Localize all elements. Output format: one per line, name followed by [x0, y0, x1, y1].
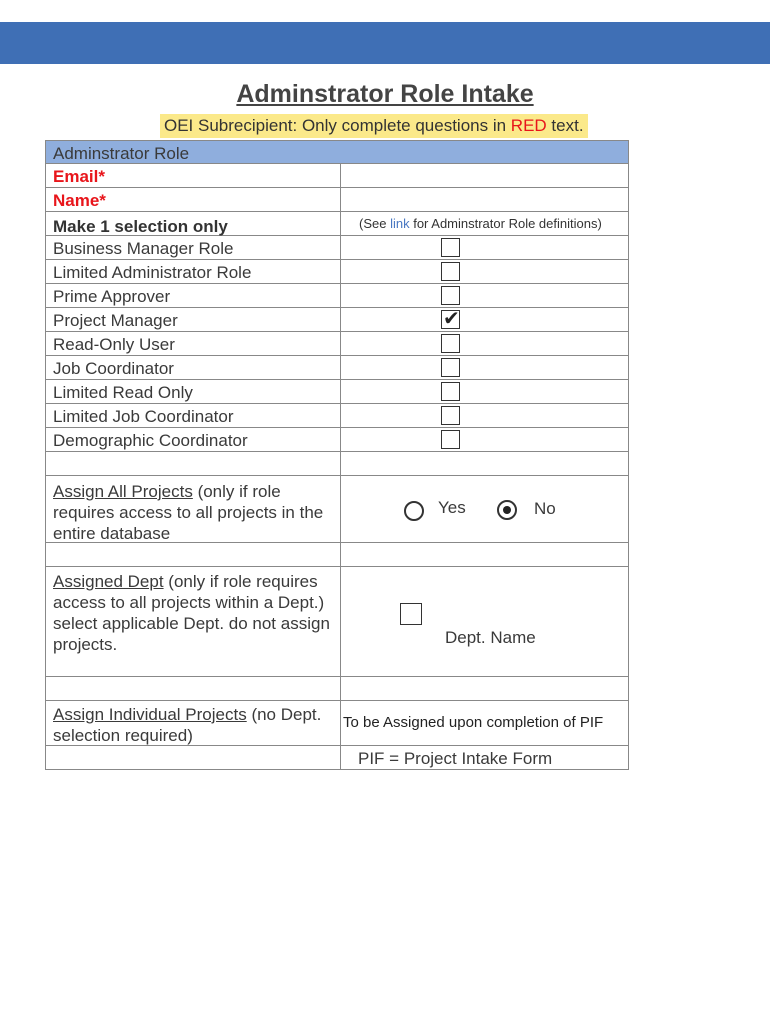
assigned-dept-link[interactable]: Assigned Dept — [53, 572, 164, 591]
role-row — [45, 308, 629, 332]
role-label: Business Manager Role — [53, 239, 234, 258]
role-label: Project Manager — [53, 311, 178, 330]
assign-individual-link[interactable]: Assign Individual Projects — [53, 705, 247, 724]
email-field[interactable] — [342, 164, 628, 187]
definitions-post: for Adminstrator Role definitions) — [409, 216, 602, 231]
role-checkbox[interactable] — [441, 334, 460, 353]
role-row — [45, 380, 629, 404]
role-label: Prime Approver — [53, 287, 171, 306]
role-row — [45, 284, 629, 308]
email-label: Email* — [53, 167, 105, 186]
assign-all-row — [45, 476, 629, 543]
assigned-dept-desc: (only if role requires access to all projects within a Dept.) select applicable Dept. do not assign projects. — [53, 572, 330, 654]
assign-all-desc: (only if role requires access to all projects in the entire database — [53, 482, 324, 543]
role-row — [45, 236, 629, 260]
dept-checkbox[interactable] — [400, 603, 422, 625]
role-label: Job Coordinator — [53, 359, 174, 378]
page-title: Adminstrator Role Intake — [236, 80, 534, 108]
role-checkbox[interactable] — [441, 406, 460, 425]
spacer-row — [45, 543, 629, 567]
instruction-text: OEI Subrecipient: Only complete questions in — [164, 116, 511, 135]
yes-label: Yes — [438, 498, 466, 517]
footnote-row — [45, 746, 629, 770]
role-intake-form — [45, 140, 629, 770]
role-checkbox[interactable] — [441, 262, 460, 281]
dept-name-label: Dept. Name — [445, 628, 536, 647]
definitions-link[interactable]: link — [390, 216, 410, 231]
role-checkbox[interactable] — [441, 286, 460, 305]
name-label: Name* — [53, 191, 106, 210]
role-checkbox[interactable] — [441, 430, 460, 449]
no-label: No — [534, 499, 556, 518]
assign-individual-label — [53, 704, 338, 746]
section-header: Adminstrator Role — [53, 144, 190, 163]
spacer-row — [45, 452, 629, 476]
selection-row — [45, 212, 629, 236]
assign-individual-desc: (no Dept. selection required) — [53, 705, 322, 745]
assigned-dept-label — [53, 571, 338, 655]
role-checkbox[interactable] — [441, 382, 460, 401]
role-row — [45, 332, 629, 356]
email-row — [45, 164, 629, 188]
no-radio[interactable] — [497, 500, 517, 520]
spacer-row — [45, 677, 629, 701]
assign-all-label — [53, 481, 338, 544]
footnote: PIF = Project Intake Form — [358, 749, 553, 768]
instruction-text-end: text. — [546, 116, 584, 135]
role-label: Read-Only User — [53, 335, 175, 354]
name-row — [45, 188, 629, 212]
name-field[interactable] — [342, 188, 628, 211]
role-label: Limited Job Coordinator — [53, 407, 234, 426]
role-checkbox[interactable] — [441, 238, 460, 257]
role-row — [45, 260, 629, 284]
role-row — [45, 428, 629, 452]
role-label: Limited Administrator Role — [53, 263, 252, 282]
instruction-red-word: RED — [510, 116, 547, 135]
definitions-note — [359, 216, 602, 231]
assign-all-link[interactable]: Assign All Projects — [53, 482, 193, 501]
assign-individual-row — [45, 701, 629, 746]
role-label: Demographic Coordinator — [53, 431, 248, 450]
checkmark-icon: ✔ — [443, 308, 460, 330]
role-checkbox[interactable] — [441, 358, 460, 377]
definitions-pre: (See — [359, 216, 391, 231]
assigned-dept-row — [45, 567, 629, 677]
role-checkbox[interactable] — [441, 310, 460, 329]
role-row — [45, 356, 629, 380]
yes-radio[interactable] — [404, 501, 424, 521]
section-header-row — [45, 140, 629, 164]
selection-label: Make 1 selection only — [53, 217, 228, 236]
top-banner — [0, 22, 770, 64]
assign-individual-value: To be Assigned upon completion of PIF — [343, 714, 604, 731]
role-row — [45, 404, 629, 428]
instruction-banner — [160, 114, 588, 138]
role-label: Limited Read Only — [53, 383, 193, 402]
